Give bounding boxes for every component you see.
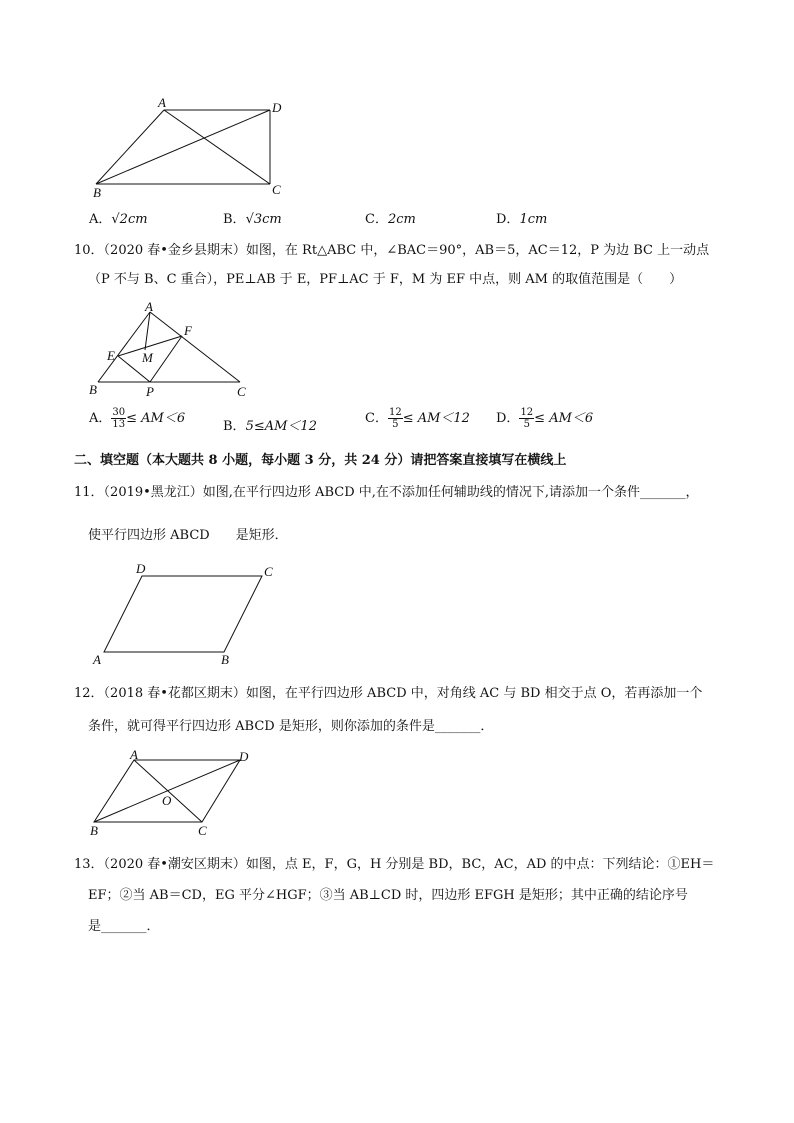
q11-label-d: D (136, 561, 146, 576)
q10-text-line2: （P 不与 B、C 重合），PE⊥AB 于 E，PF⊥AC 于 F，M 为 EF 中点，则 AM 的取值范围是（ ） (88, 272, 683, 287)
q10-figure (88, 298, 258, 402)
q10-label-c: C (237, 384, 246, 399)
q9-option-c: C．2cm (365, 212, 416, 227)
q10-option-d: D． $\frac{12}{5}$ ≤ AM＜6 (496, 407, 594, 430)
q13-text-line3: 是_______． (88, 919, 160, 934)
q11-figure (88, 560, 288, 670)
q12-label-a: A (130, 748, 138, 762)
q11-label-c: C (264, 564, 273, 579)
q12-label-b: B (90, 823, 98, 838)
q9-figure (88, 96, 293, 204)
q10-label-a: A (145, 299, 153, 314)
q11-label-b: B (221, 652, 229, 667)
q10-label-b: B (89, 382, 97, 397)
section2-heading: 二、填空题（本大题共 8 小题，每小题 3 分，共 24 分）请把答案直接填写在横线上 (74, 453, 567, 468)
q10-label-m: M (142, 350, 153, 365)
q12-label-o: O (162, 793, 172, 808)
q10-label-p: P (146, 384, 154, 399)
q9-label-b: B (93, 185, 101, 200)
q12-figure (88, 748, 268, 840)
q9-option-b: B．√3cm (223, 212, 282, 227)
q13-text-line2: EF；②当 AB＝CD，EG 平分∠HGF；③当 AB⊥CD 时，四边形 EFGH 是矩形；其中正确的结论序号 (88, 888, 688, 903)
q10-option-a: A． $\frac{30}{13}$ ≤ AM＜6 (89, 407, 186, 430)
q13-text-line1: 13．（2020 春•潮安区期末）如图，点 E，F，G，H 分别是 BD，BC，AC，AD 的中点：下列结论：①EH＝ (74, 857, 715, 872)
q11-label-a: A (93, 652, 101, 667)
q11-text-line1: 11．（2019•黑龙江）如图,在平行四边形 ABCD 中,在不添加任何辅助线的情况下,请添加一个条件_______， (74, 485, 699, 500)
q12-label-c: C (198, 823, 207, 838)
q12-text-line2: 条件，就可得平行四边形 ABCD 是矩形，则你添加的条件是_______． (88, 719, 494, 734)
q10-option-c: C． $\frac{12}{5}$ ≤ AM＜12 (365, 407, 470, 430)
q9-label-a: A (158, 96, 166, 110)
q9-label-d: D (272, 100, 282, 115)
q9-option-a: A．√2cm (89, 212, 148, 227)
q10-text-line1: 10．（2020 春•金乡县期末）如图，在 Rt△ABC 中，∠BAC＝90°，AB＝5，AC＝12，P 为边 BC 上一动点 (74, 243, 710, 258)
q11-text-line2: 使平行四边形 ABCD 是矩形． (88, 528, 288, 543)
q10-label-e: E (107, 348, 115, 363)
q9-label-c: C (272, 182, 281, 197)
q9-option-d: D．1cm (496, 212, 548, 227)
q12-label-d: D (239, 749, 249, 764)
q10-label-f: F (184, 323, 192, 338)
q10-option-b: B．5≤AM＜12 (223, 419, 317, 434)
q12-text-line1: 12．（2018 春•花都区期末）如图，在平行四边形 ABCD 中，对角线 AC 与 BD 相交于点 O，若再添加一个 (74, 686, 703, 701)
